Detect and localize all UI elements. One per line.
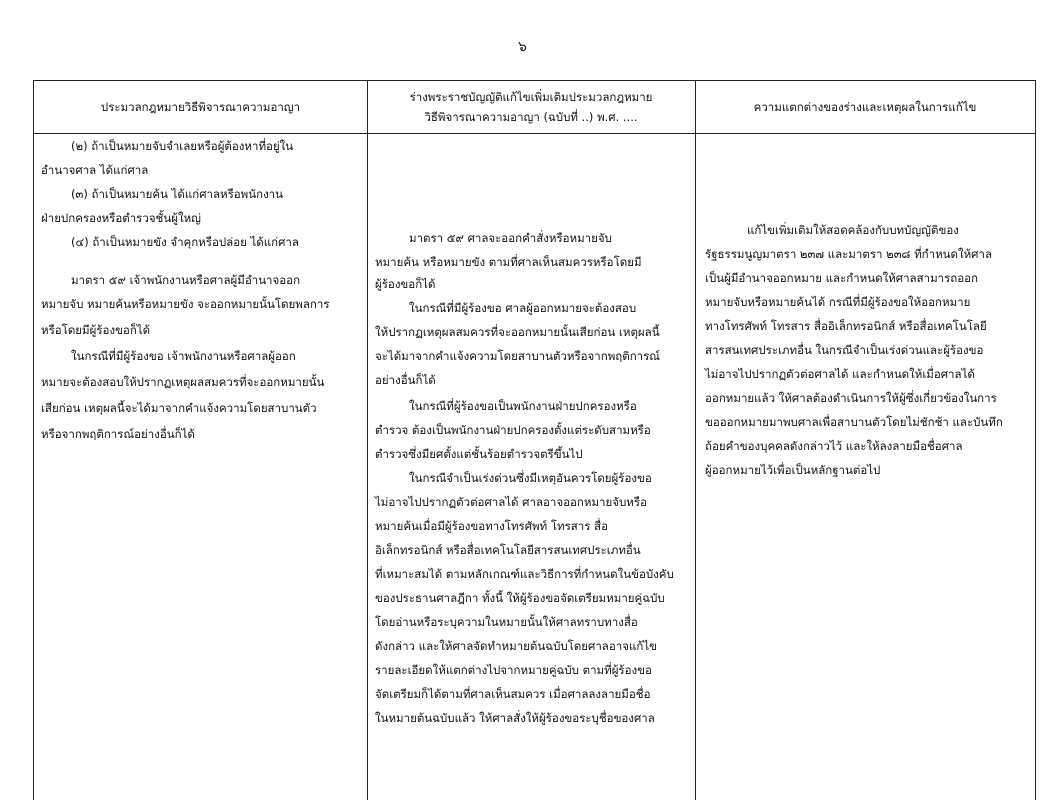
column-divider-2 [695, 81, 696, 800]
text-line: ในกรณีที่มีผู้ร้องขอ เจ้าพนักงานหรือศาลผู้ออก [71, 349, 296, 363]
text-line: ดังกล่าว และให้ศาลจัดทำหมายต้นฉบับโดยศาลอาจแก้ไข [375, 639, 657, 653]
text-line: ฝ่ายปกครองหรือตำรวจชั้นผู้ใหญ่ [41, 211, 201, 225]
header-current-law [34, 81, 367, 133]
text-line: ทางโทรศัพท์ โทรสาร สื่ออิเล็กทรอนิกส์ หรือสื่อเทคโนโลยี [705, 319, 987, 333]
text-line: อิเล็กทรอนิกส์ หรือสื่อเทคโนโลยีสารสนเทศประเภทอื่น [375, 543, 641, 557]
text-line: ในกรณีจำเป็นเร่งด่วนซึ่งมีเหตุอันควรโดยผู้ร้องขอ [409, 471, 652, 485]
text-line: ไม่อาจไปปรากฏตัวต่อศาลได้ ศาลอาจออกหมายจับหรือ [375, 495, 647, 509]
text-line: มาตรา ๕๙ เจ้าพนักงานหรือศาลผู้มีอำนาจออก [71, 273, 301, 287]
text-line: สารสนเทศประเภทอื่น ในกรณีจำเป็นเร่งด่วนและผู้ร้องขอ [705, 343, 984, 357]
text-line: อำนาจศาล ได้แก่ศาล [41, 163, 149, 177]
header-differences-reasons [695, 81, 1035, 133]
text-line: มาตรา ๕๙ ศาลจะออกคำสั่งหรือหมายจับ [409, 231, 612, 245]
text-line: ไม่อาจไปปรากฏตัวต่อศาลได้ และกำหนดให้เมื่อศาลได้ [705, 367, 975, 381]
text-line: ตำรวจ ต้องเป็นพนักงานฝ่ายปกครองตั้งแต่ระดับสามหรือ [375, 423, 651, 437]
text-line: ถ้อยคำของบุคคลดังกล่าวไว้ และให้ลงลายมือชื่อศาล [705, 439, 963, 453]
comparison-table [33, 80, 1036, 800]
text-line: รายละเอียดให้แตกต่างไปจากหมายคู่ฉบับ ตามที่ผู้ร้องขอ [375, 663, 652, 677]
text-line: จัดเตรียมก็ได้ตามที่ศาลเห็นสมควร เมื่อศาลลงลายมือชื่อ [375, 687, 651, 701]
text-line: หรือโดยมีผู้ร้องขอก็ได้ [41, 323, 151, 337]
text-line: เป็นผู้มีอำนาจออกหมาย และกำหนดให้ศาลสามารถออก [705, 271, 979, 285]
text-line: หมายจะต้องสอบให้ปรากฏเหตุผลสมควรที่จะออกหมายนั้น [41, 375, 325, 389]
text-line: หรือจากพฤติการณ์อย่างอื่นก็ได้ [41, 427, 195, 441]
text-line: หมายค้นเมื่อมีผู้ร้องขอทางโทรศัพท์ โทรสาร สื่อ [375, 519, 608, 533]
text-line: ในหมายต้นฉบับแล้ว ให้ศาลสั่งให้ผู้ร้องขอระบุชื่อของศาล [375, 711, 655, 725]
text-line: หมายจับหรือหมายค้นได้ กรณีที่มีผู้ร้องขอให้ออกหมาย [705, 295, 971, 309]
header-draft-law-line-1: ร่างพระราชบัญญัติแก้ไขเพิ่มเติมประมวลกฎหมาย [409, 90, 653, 104]
text-line: แก้ไขเพิ่มเติมให้สอดคล้องกับบทบัญญัติของ [747, 223, 959, 237]
text-line: ตำรวจซึ่งมียศตั้งแต่ชั้นร้อยตำรวจตรีขึ้นไป [375, 447, 583, 461]
table-header-row [34, 81, 1035, 134]
text-line: ขอออกหมายมาพบศาลเพื่อสาบานตัวโดยไม่ชักช้า และบันทึก [705, 415, 1003, 429]
text-line: ในกรณีที่ผู้ร้องขอเป็นพนักงานฝ่ายปกครองหรือ [409, 399, 637, 413]
column-divider-1 [367, 81, 368, 800]
text-line: ให้ปรากฏเหตุผลสมควรที่จะออกหมายนั้นเสียก่อน เหตุผลนี้ [375, 325, 660, 339]
text-line: หมายค้น หรือหมายขัง ตามที่ศาลเห็นสมควรหรือโดยมี [375, 255, 642, 269]
text-line: ผู้ออกหมายไว้เพื่อเป็นหลักฐานต่อไป [705, 463, 881, 477]
text-line: (๔) ถ้าเป็นหมายขัง จำคุกหรือปล่อย ได้แก่ศาล [71, 235, 299, 249]
text-line: ออกหมายแล้ว ให้ศาลต้องดำเนินการให้ผู้ซึ่งเกี่ยวข้องในการ [705, 391, 997, 405]
text-line: ที่เหมาะสมได้ ตามหลักเกณฑ์และวิธีการที่กำหนดในข้อบังคับ [375, 567, 674, 581]
header-current-law-text: ประมวลกฎหมายวิธีพิจารณาความอาญา [100, 100, 301, 114]
header-draft-law-line-2: วิธีพิจารณาความอาญา (ฉบับที่ ..) พ.ศ. .... [424, 110, 638, 124]
text-line: (๓) ถ้าเป็นหมายค้น ได้แก่ศาลหรือพนักงาน [71, 187, 284, 201]
text-line: อย่างอื่นก็ได้ [375, 373, 436, 387]
text-line: จะได้มาจากคำแจ้งความโดยสาบานตัวหรือจากพฤติการณ์ [375, 349, 660, 363]
text-line: รัฐธรรมนูญมาตรา ๒๓๗ และมาตรา ๒๓๘ ที่กำหนดให้ศาล [705, 247, 992, 261]
text-line: (๒) ถ้าเป็นหมายจับจำเลยหรือผู้ต้องหาที่อยู่ใน [71, 139, 294, 153]
text-line: โดยอ่านหรือระบุความในหมายนั้นให้ศาลทราบทางสื่อ [375, 615, 638, 629]
text-line: เสียก่อน เหตุผลนี้จะได้มาจากคำแจ้งความโดยสาบานตัว [41, 401, 317, 415]
text-line: หมายจับ หมายค้นหรือหมายขัง จะออกหมายนั้นโดยพลการ [41, 297, 330, 311]
page-number: ๖ [518, 39, 527, 55]
text-line: ในกรณีที่มีผู้ร้องขอ ศาลผู้ออกหมายจะต้องสอบ [409, 301, 637, 315]
text-line: ผู้ร้องขอก็ได้ [375, 277, 436, 291]
text-line: ของประธานศาลฎีกา ทั้งนี้ ให้ผู้ร้องขอจัดเตรียมหมายคู่ฉบับ [375, 591, 665, 605]
header-differences-text: ความแตกต่างของร่างและเหตุผลในการแก้ไข [753, 100, 977, 114]
header-draft-law [367, 81, 695, 133]
